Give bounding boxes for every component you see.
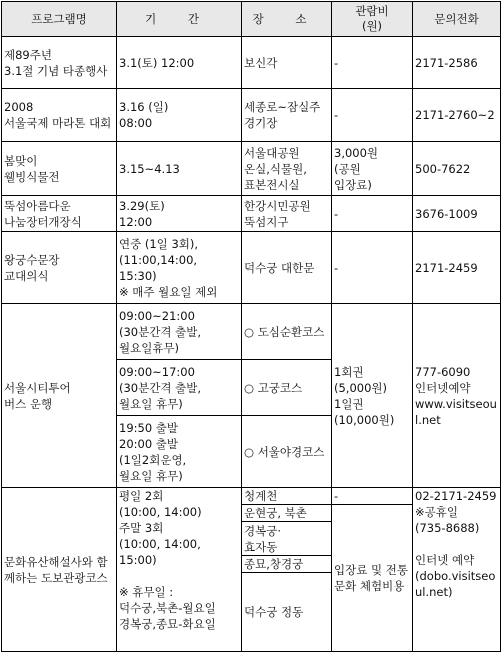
- period-cell: 평일 2회 (10:00, 14:00) 주말 3회 (10:00, 14:00, 15:00) ※ 휴무일 : 덕수궁,북촌-월요일 경복궁,종묘-화요일: [117, 488, 242, 652]
- fee-cell: -: [332, 37, 413, 89]
- program-schedule-table: [1, 1, 501, 652]
- contact-cell: 500-7622: [413, 142, 501, 196]
- place-cell: 운현궁, 북촌: [242, 505, 332, 522]
- contact-cell: 777-6090 인터넷예약 www.visitseoul.net: [413, 304, 501, 488]
- fee-cell: 입장료 및 전통문화 체험비용: [332, 505, 413, 652]
- table-row: [2, 89, 501, 142]
- period-cell: 09:00~17:00 (30분간격 출발, 월요일 휴무): [117, 360, 242, 416]
- place-cell: 서울대공원 온실,식물원, 표본전시실: [242, 142, 332, 196]
- table-row: [2, 304, 501, 360]
- place-cell: 세종로~잠실주경기장: [242, 89, 332, 142]
- table-row: [2, 142, 501, 196]
- place-cell: 덕수궁 대한문: [242, 232, 332, 304]
- course-cell: ○ 고궁코스: [242, 360, 332, 416]
- program-name: 2008 서울국제 마라톤 대회: [2, 89, 117, 142]
- fee-cell: -: [332, 89, 413, 142]
- period-cell: 3.29(토) 12:00: [117, 196, 242, 232]
- period-cell: 3.16 (일) 08:00: [117, 89, 242, 142]
- course-cell: ○ 서울야경코스: [242, 416, 332, 488]
- program-name: 문화유산해설사와 함께하는 도보관광코스: [2, 488, 117, 652]
- table-row: [2, 232, 501, 304]
- program-name: 서울시티투어 버스 운행: [2, 304, 117, 488]
- contact-cell: 2171-2760~2: [413, 89, 501, 142]
- program-name: 뚝섬아름다운 나눔장터개장식: [2, 196, 117, 232]
- fee-cell: 1회권 (5,000원) 1일권 (10,000원): [332, 304, 413, 488]
- fee-cell: 3,000원 (공원 입장료): [332, 142, 413, 196]
- fee-cell: -: [332, 488, 413, 505]
- period-cell: 19:50 출발 20:00 출발 (1일2회운영, 월요일 휴무): [117, 416, 242, 488]
- header-period: 기 간: [117, 2, 242, 37]
- contact-cell: 02-2171-2459 ※공휴일 (735-8688) 인터넷 예약 (dobo.visitseoul.net): [413, 488, 501, 652]
- place-cell: 보신각: [242, 37, 332, 89]
- contact-cell: 2171-2459: [413, 232, 501, 304]
- table-row: [2, 196, 501, 232]
- header-row: [2, 2, 501, 37]
- contact-cell: 3676-1009: [413, 196, 501, 232]
- contact-cell: 2171-2586: [413, 37, 501, 89]
- place-cell: 종묘,창경궁: [242, 556, 332, 573]
- header-contact: 문의전화: [413, 2, 501, 37]
- course-cell: ○ 도심순환코스: [242, 304, 332, 360]
- header-place: 장 소: [242, 2, 332, 37]
- table-row: [2, 488, 501, 505]
- period-cell: 09:00~21:00 (30분간격 출발, 월요일휴무): [117, 304, 242, 360]
- place-cell: 덕수궁 정동: [242, 573, 332, 652]
- period-cell: 연중 (1일 3회), (11:00,14:00, 15:30) ※ 매주 월요일 제외: [117, 232, 242, 304]
- place-cell: 경복궁· 효자동: [242, 522, 332, 556]
- period-cell: 3.1(토) 12:00: [117, 37, 242, 89]
- program-name: 봄맞이 웰빙식물전: [2, 142, 117, 196]
- fee-cell: -: [332, 232, 413, 304]
- program-name: 제89주년 3.1절 기념 타종행사: [2, 37, 117, 89]
- place-cell: 한강시민공원 뚝섬지구: [242, 196, 332, 232]
- fee-cell: -: [332, 196, 413, 232]
- period-cell: 3.15~4.13: [117, 142, 242, 196]
- program-name: 왕궁수문장 교대의식: [2, 232, 117, 304]
- header-fee: 관람비 (원): [332, 2, 413, 37]
- place-cell: 청계천: [242, 488, 332, 505]
- table-row: [2, 37, 501, 89]
- header-program: 프로그램명: [2, 2, 117, 37]
